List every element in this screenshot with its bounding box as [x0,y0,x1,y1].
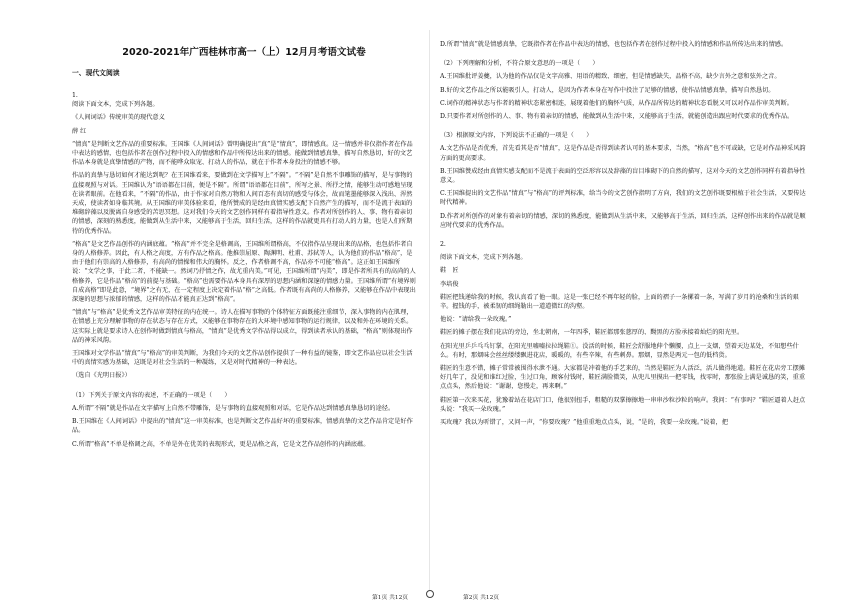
paragraph: 作品的真挚与恳切如何才能达到呢？在王国维看来，要做到在文学描写上“不隔”。“不隔”是自然不事雕饰的描写，是与事物的直接观照与对话。王国维认为“语语都在目前，便是不隔”。所谓“语语都在目前”，所写之景、所抒之情，能够生动可感地呈现在读者眼前。在他看来，“不隔”的作品，由于作家对自然万物和人间百态有真切的感受与体会，故而笔墨能够深入浅出、浑然天成，使读者如身临其境。从王国维的审美体验来看，他所赞成的是经由真情实感支配下自然产生的描写，而不是流于表面的堆砌辞藻以及脱离自身感受的苦思冥想。这对我们今天的文艺创作同样有着指导性意义。作者对所创作的人、事、物有着亲切的情感，深刻的熟悉度，能做到从生活中来，又能够高于生活，回归生活，这样的作品就更具有打动人的力量，也是人们所期待的优秀作品。 [72,172,413,235]
story-paragraph: 鞋匠的生意不错，摊子常常被围得水泄不通。大家都是冲着他的手艺来的，当然是鞋匠为人活泛，活儿做得地道。鞋匠在花店旁工摆摊好几年了，没见和谁红过脸，生过口角，顾客付钱时，鞋匠满脸微笑，从兜儿里摸出一把零钱，找零时，那张脸上满是诚恳的笑，重重点点头，然后他说：“谢谢，您慢走，再来啊。” [440,365,806,391]
article-author: 薛 红 [72,127,87,135]
story-paragraph: 在阳光里乒乒乓乓钉掌，在阳光里嘘嘘拉拉绳鞋①。没活的时候，鞋匠会舒服地伸个懒腰，点上一支烟，望着天边某处，不知想些什么。有时，那烟味会丝丝缕缕飘进花店，暖暖的，有些辛辣，有些刺鼻。那烟，显然是两元一包的低档货。 [440,342,799,359]
page-title: 2020-2021年广西桂林市高一（上）12月月考语文试卷 [122,47,366,58]
question-stem: （3）根据原文内容，下列说法不正确的一项是（ ） [440,132,593,140]
answer-option[interactable]: C.所谓“格高”不单是格调之高，不单是外在优美的表现形式，更是品格之高，它是文艺作品创作的内涵底蕴。 [72,440,370,448]
story-paragraph: 鞋匠的摊子摆在我们花店的旁边，坐北朝南，一年四季，鞋匠都那张慈厚的、黝黑的方脸承接着灿烂的阳光里。 [440,329,744,337]
question-number: 1. [72,92,78,99]
story-author: 李培俊 [440,280,459,288]
article-source: （选自《光明日报》） [72,372,131,380]
answer-option[interactable]: B.王国维在《人间词话》中提出的“情真”这一审美标准，也是判断文艺作品好坏的重要标准，情感真挚的文艺作品肯定是好作品。 [72,418,413,435]
circle-icon [426,590,434,598]
instruction: 阅读下面文本，完成下列各题。 [440,254,527,262]
answer-option[interactable]: A.所谓“不隔”就是作品在文字描写上自然不带雕饰，是与事物的直接观照和对话，它是作品达到情感真挚恳切的途径。 [72,404,395,412]
answer-option[interactable]: C.王国维提出的文艺作品“情真”与“格高”的评判标准，给当今的文艺创作指明了方向，我们的文艺创作既要根植于社会生活，又要传达时代精神。 [440,190,806,207]
right-page [430,0,860,608]
answer-option[interactable]: A.文艺作品是否优秀，首先看其是否“情真”，这是作品是否得到读者认可的基本要求，当然，“格高”也不可或缺，它是对作品神采风韵方面的更高要求。 [440,145,806,162]
answer-option[interactable]: D.所谓“情真”就是情感真挚，它既指作者在作品中表达的情感，也包括作者在创作过程中投入的情感和作品所传达出来的情感。 [440,41,788,48]
paragraph: “格高”是文艺作品创作的内涵底蕴。“格高”并不完全是格调高，王国维所谓格高，不仅指作品呈现出来的品格，也包括作者自身的人格修养。因此，有人格之高度，方有作品之格高。他推崇屈原、陶渊明、杜甫、苏轼等人，认为他们的作品“格高”，是由于他们有崇高的人格修养，有高尚的情操和伟大的胸怀。反之，作者格调不高，作品亦不可能“格高”。这正如王国维所说：“文学之事，于此二者，不能缺一。然词乃抒情之作，故尤重内美。”可见，王国维所谓“内美”，即是作者所具有的高尚的人格修养，它是作品“格高”的前提与基础。“格高”也需要作品本身具有深厚的思想内涵和深邃的情感力量。王国维所谓“有境界则自成高格”即是此意，“境界”之有无，在一定程度上决定着作品“格”之高低。作者既有高尚的人格修养，又能够在作品中表现出深邃的思想与浓郁的情感，这样的作品才能真正达到“格高”。 [72,240,416,304]
answer-option[interactable]: B.好的文艺作品之所以能吸引人，打动人，是因为作者本身在写作中投注了足够的情感，使作品情感真挚，描写自然恳切。 [440,86,775,94]
story-title: 鞋 匠 [440,267,459,275]
page-number-right: 第2页 共12页 [463,595,500,601]
answer-option[interactable]: A.王国维批评姜夔，认为他的作品仅是文字高雅、用语的精致、细密，但是情感缺失，品格不高，缺少言外之意和弦外之音。 [440,73,781,81]
story-paragraph: 鞋匠把钱递给我的时候，我认真看了他一眼。这是一张已经不再年轻的脸，上面的褶子一条摞着一条，写满了岁月的沧桑和生活的艰辛。握钱的手，被柔韧的细绳勒出一道道微红的沟壑。 [440,293,799,311]
instruction: 阅读下面文本，完成下列各题。 [72,101,159,109]
answer-option[interactable]: D.作者对所创作的对象有着亲切的情感，深切的熟悉度，能做到从生活中来，又能够高于生活，回归生活，这样创作出来的作品就是顺应时代要求的优秀作品。 [440,212,806,229]
question-stem: （2）下列理解和分析，不符合原文意思的一项是（ ） [440,60,599,68]
question-stem: （1）下列关于原文内容的表述，不正确的一项是（ ） [72,391,231,399]
paragraph: 王国维对文学作品“情真”与“格高”的审美判断，为我们今天的文艺作品创作提供了一种有益的镜鉴，即文艺作品应以社会生活中的真情实感为基础，这既是对社会生活的一种凝练，又是对时代精神的一种表达。 [72,350,413,367]
story-paragraph: 买玫瑰？我以为听错了，又问一声，“你要玫瑰？”他重重地点点头，说，“是的，我要一朵玫瑰。”说着，把 [440,419,728,427]
article-title: 《人间词话》传统审美的现代意义 [72,114,165,122]
story-paragraph: 鞋匠第一次来买花，犹豫着站在花店门口，他很别扭手，粗糙的双掌擦擦地一串串沙粒沙粒的响声。我问：“有事吗？”鞋匠逼着人赶点头说：“我买一朵玫瑰。” [440,396,806,413]
section-heading: 一、现代文阅读 [72,69,120,77]
question-number: 2. [440,241,446,249]
answer-option[interactable]: B.王国维赞成经由真情实感支配而不是流于表面的空泛形容以及辞藻的盲目堆砌下的自然的描写，这对今天的文艺创作同样有着指导性意义。 [440,167,806,185]
page-number-left: 第1页 共12页 [372,595,409,601]
answer-option[interactable]: C.词作的精神状态与作者的精神状态紧密相连，展现着他们的胸怀气质，从作品所传达的精神状态看脱又可以对作品作审美判断。 [440,99,793,107]
answer-option[interactable]: D.只要作者对所创作的人、事、物有着亲切的情感，能做到从生活中来，又能够高于生活，就能创造出跟应时代要求的优秀作品。 [440,113,794,121]
paragraph: “情真”是判断文艺作品的重要标准。王国维《人间词话》曾明确提出“真”是“情真”，即情感真。这一情感并非仅指作者在作品中表达的感情，也包括作者在创作过程中投入的情感和作品中所传达出来的情感。能做到情感真挚，描写自然恳切，好的文艺作品本身就是真挚情感的产物，而不能哗众取宠、打动人的作品，就在于作者本身投注的情感不够。 [72,140,413,167]
story-paragraph: 他说：“请给我一朵玫瑰。” [440,316,512,324]
paragraph: “情真”与“格高”是优秀文艺作品审美特征的内在统一。诗人在描写事物的个体特征方面既能注重细节，深入事物的内在肌理，在情感上充分理解事物的存在状态与存在方式，又能够在事物存在的大环境中感知事物的运行规律，以及和外在环境的关系。这实际上就是要求诗人在创作时做到情真与格高，“情真”是优秀文学作品得以成立，得到读者承认的基础，“格高”则体现出作品的神采风韵。 [72,309,413,344]
